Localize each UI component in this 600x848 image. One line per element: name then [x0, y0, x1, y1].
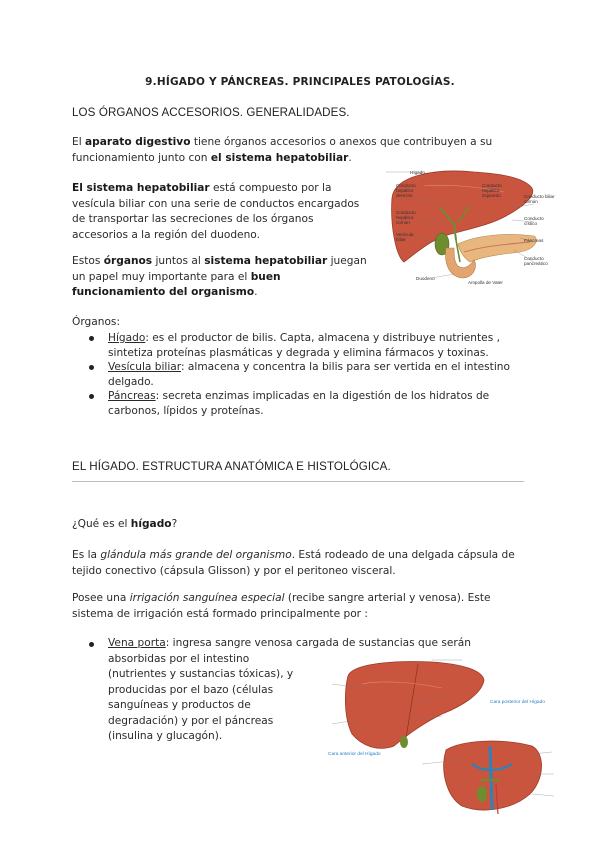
- label-pancreas: Páncreas: [524, 238, 544, 243]
- liver-faces-svg: [322, 654, 558, 834]
- paragraph-irrigation: [72, 591, 532, 622]
- text-run: ¿Qué es el: [72, 518, 131, 530]
- label-conducto-biliar-comun: Conducto biliar común: [524, 194, 555, 204]
- list-item-pancreas: [82, 389, 527, 418]
- list-item-higado: [82, 331, 527, 360]
- bullet-icon: [89, 336, 94, 341]
- label-vesicula-biliar: Vesícula biliar: [396, 232, 414, 242]
- text-run: juntos al: [152, 255, 205, 267]
- italic-term: glándula más grande del organismo: [100, 549, 292, 561]
- bold-term: sistema hepatobiliar: [204, 255, 328, 267]
- label-conducto-pancreatico: Conducto pancreático: [524, 256, 548, 266]
- bold-term: buen funcionamiento del organismo: [72, 270, 281, 298]
- page-title: 9.HÍGADO Y PÁNCREAS. PRINCIPALES PATOLOGÍAS.: [145, 76, 455, 88]
- paragraph-hepatobiliary: [72, 181, 372, 243]
- paragraph-digestive-system: [72, 135, 527, 166]
- organ-name: Hígado: [108, 332, 146, 344]
- term-vena-porta: Vena porta: [108, 637, 166, 649]
- organs-heading: Órganos:: [72, 316, 121, 328]
- bold-term: El sistema hepatobiliar: [72, 182, 210, 194]
- list-item-vesicula: [82, 360, 527, 389]
- text-run: juegan un papel muy importante para el: [72, 255, 367, 283]
- label-ampolla-vater: Ampolla de Vater: [468, 280, 503, 285]
- text-run: tiene órganos accesorios o anexos que contribuyen a su funcionamiento junto con: [72, 136, 493, 164]
- section-divider: [72, 481, 524, 482]
- text-run: está compuesto por la vesícula biliar con una serie de conductos encargados de transportar las secreciones de los órganos accesorios a la región del duodeno.: [72, 182, 360, 241]
- vena-porta-continuation: absorbidas por el intestino (nutrientes y sustancias tóxicas), y producidas por el bazo (células sanguíneas y productos de degradación) y por el páncreas (insulina y glucagón).: [108, 652, 294, 742]
- organ-name: Páncreas: [108, 390, 156, 403]
- organ-description: : almacena y concentra la bilis para ser vertida en el intestino delgado.: [108, 361, 510, 388]
- text-run: . Está rodeado de una delgada cápsula de tejido conectivo (cápsula Glisson) y por el peritoneo visceral.: [72, 549, 515, 577]
- text-run: ?: [171, 518, 178, 530]
- section-heading-liver-structure: EL HÍGADO. ESTRUCTURA ANATÓMICA E HISTOLÓGICA.: [72, 460, 391, 473]
- organ-name: Vesícula biliar: [108, 361, 181, 374]
- paragraph-organs-role: [72, 254, 372, 301]
- liver-faces-illustration: [322, 654, 558, 834]
- text-run: Estos: [72, 255, 104, 267]
- question-what-is-liver: [72, 517, 177, 533]
- bold-term: el sistema hepatobiliar: [210, 151, 349, 164]
- text-run: (recibe sangre arterial y venosa). Este sistema de irrigación está formado principalmente por :: [72, 592, 491, 620]
- vena-porta-first-line: [82, 636, 532, 652]
- text-run: El: [72, 136, 86, 148]
- label-hepatico-izquierdo: Conducto hepático izquierdo: [482, 183, 502, 198]
- bold-term: órganos: [103, 255, 153, 267]
- text-run: .: [254, 286, 258, 298]
- label-hepatico-comun: Conducto hepático común: [396, 210, 416, 225]
- hepatobiliary-illustration: [384, 166, 556, 286]
- text-run: .: [348, 151, 352, 164]
- section-heading-accessory-organs: LOS ÓRGANOS ACCESORIOS. GENERALIDADES.: [72, 106, 350, 119]
- text-run: Posee una: [72, 592, 130, 604]
- organ-description: : es el productor de bilis. Capta, almacena y distribuye nutrientes , sintetiza proteínas plasmáticas y degrada y elimina fármacos y toxinas.: [108, 332, 500, 359]
- label-higado: Hígado: [410, 170, 425, 175]
- italic-term: irrigación sanguínea especial: [129, 592, 285, 604]
- bold-term: hígado: [130, 518, 172, 530]
- bullet-icon: [89, 394, 94, 399]
- label-cara-posterior: Cara posterior del Hígado: [490, 700, 545, 705]
- organ-description: : secreta enzimas implicadas en la digestión de los hidratos de carbonos, lípidos y proteínas.: [108, 390, 490, 417]
- label-hepatico-derecho: Conducto hepático derecho: [396, 183, 416, 198]
- paragraph-largest-gland: [72, 548, 532, 579]
- bullet-icon: [89, 365, 94, 370]
- organs-list: [82, 331, 527, 419]
- label-conducto-cistico: Conducto cístico: [524, 216, 544, 226]
- bold-term: aparato digestivo: [85, 136, 191, 148]
- text-run: : ingresa sangre venosa cargada de sustancias que serán: [165, 637, 471, 649]
- label-cara-anterior: Cara anterior del Hígado: [328, 752, 381, 757]
- bullet-icon: [89, 642, 94, 647]
- label-duodeno: Duodeno: [416, 276, 435, 281]
- text-run: Es la: [72, 549, 101, 561]
